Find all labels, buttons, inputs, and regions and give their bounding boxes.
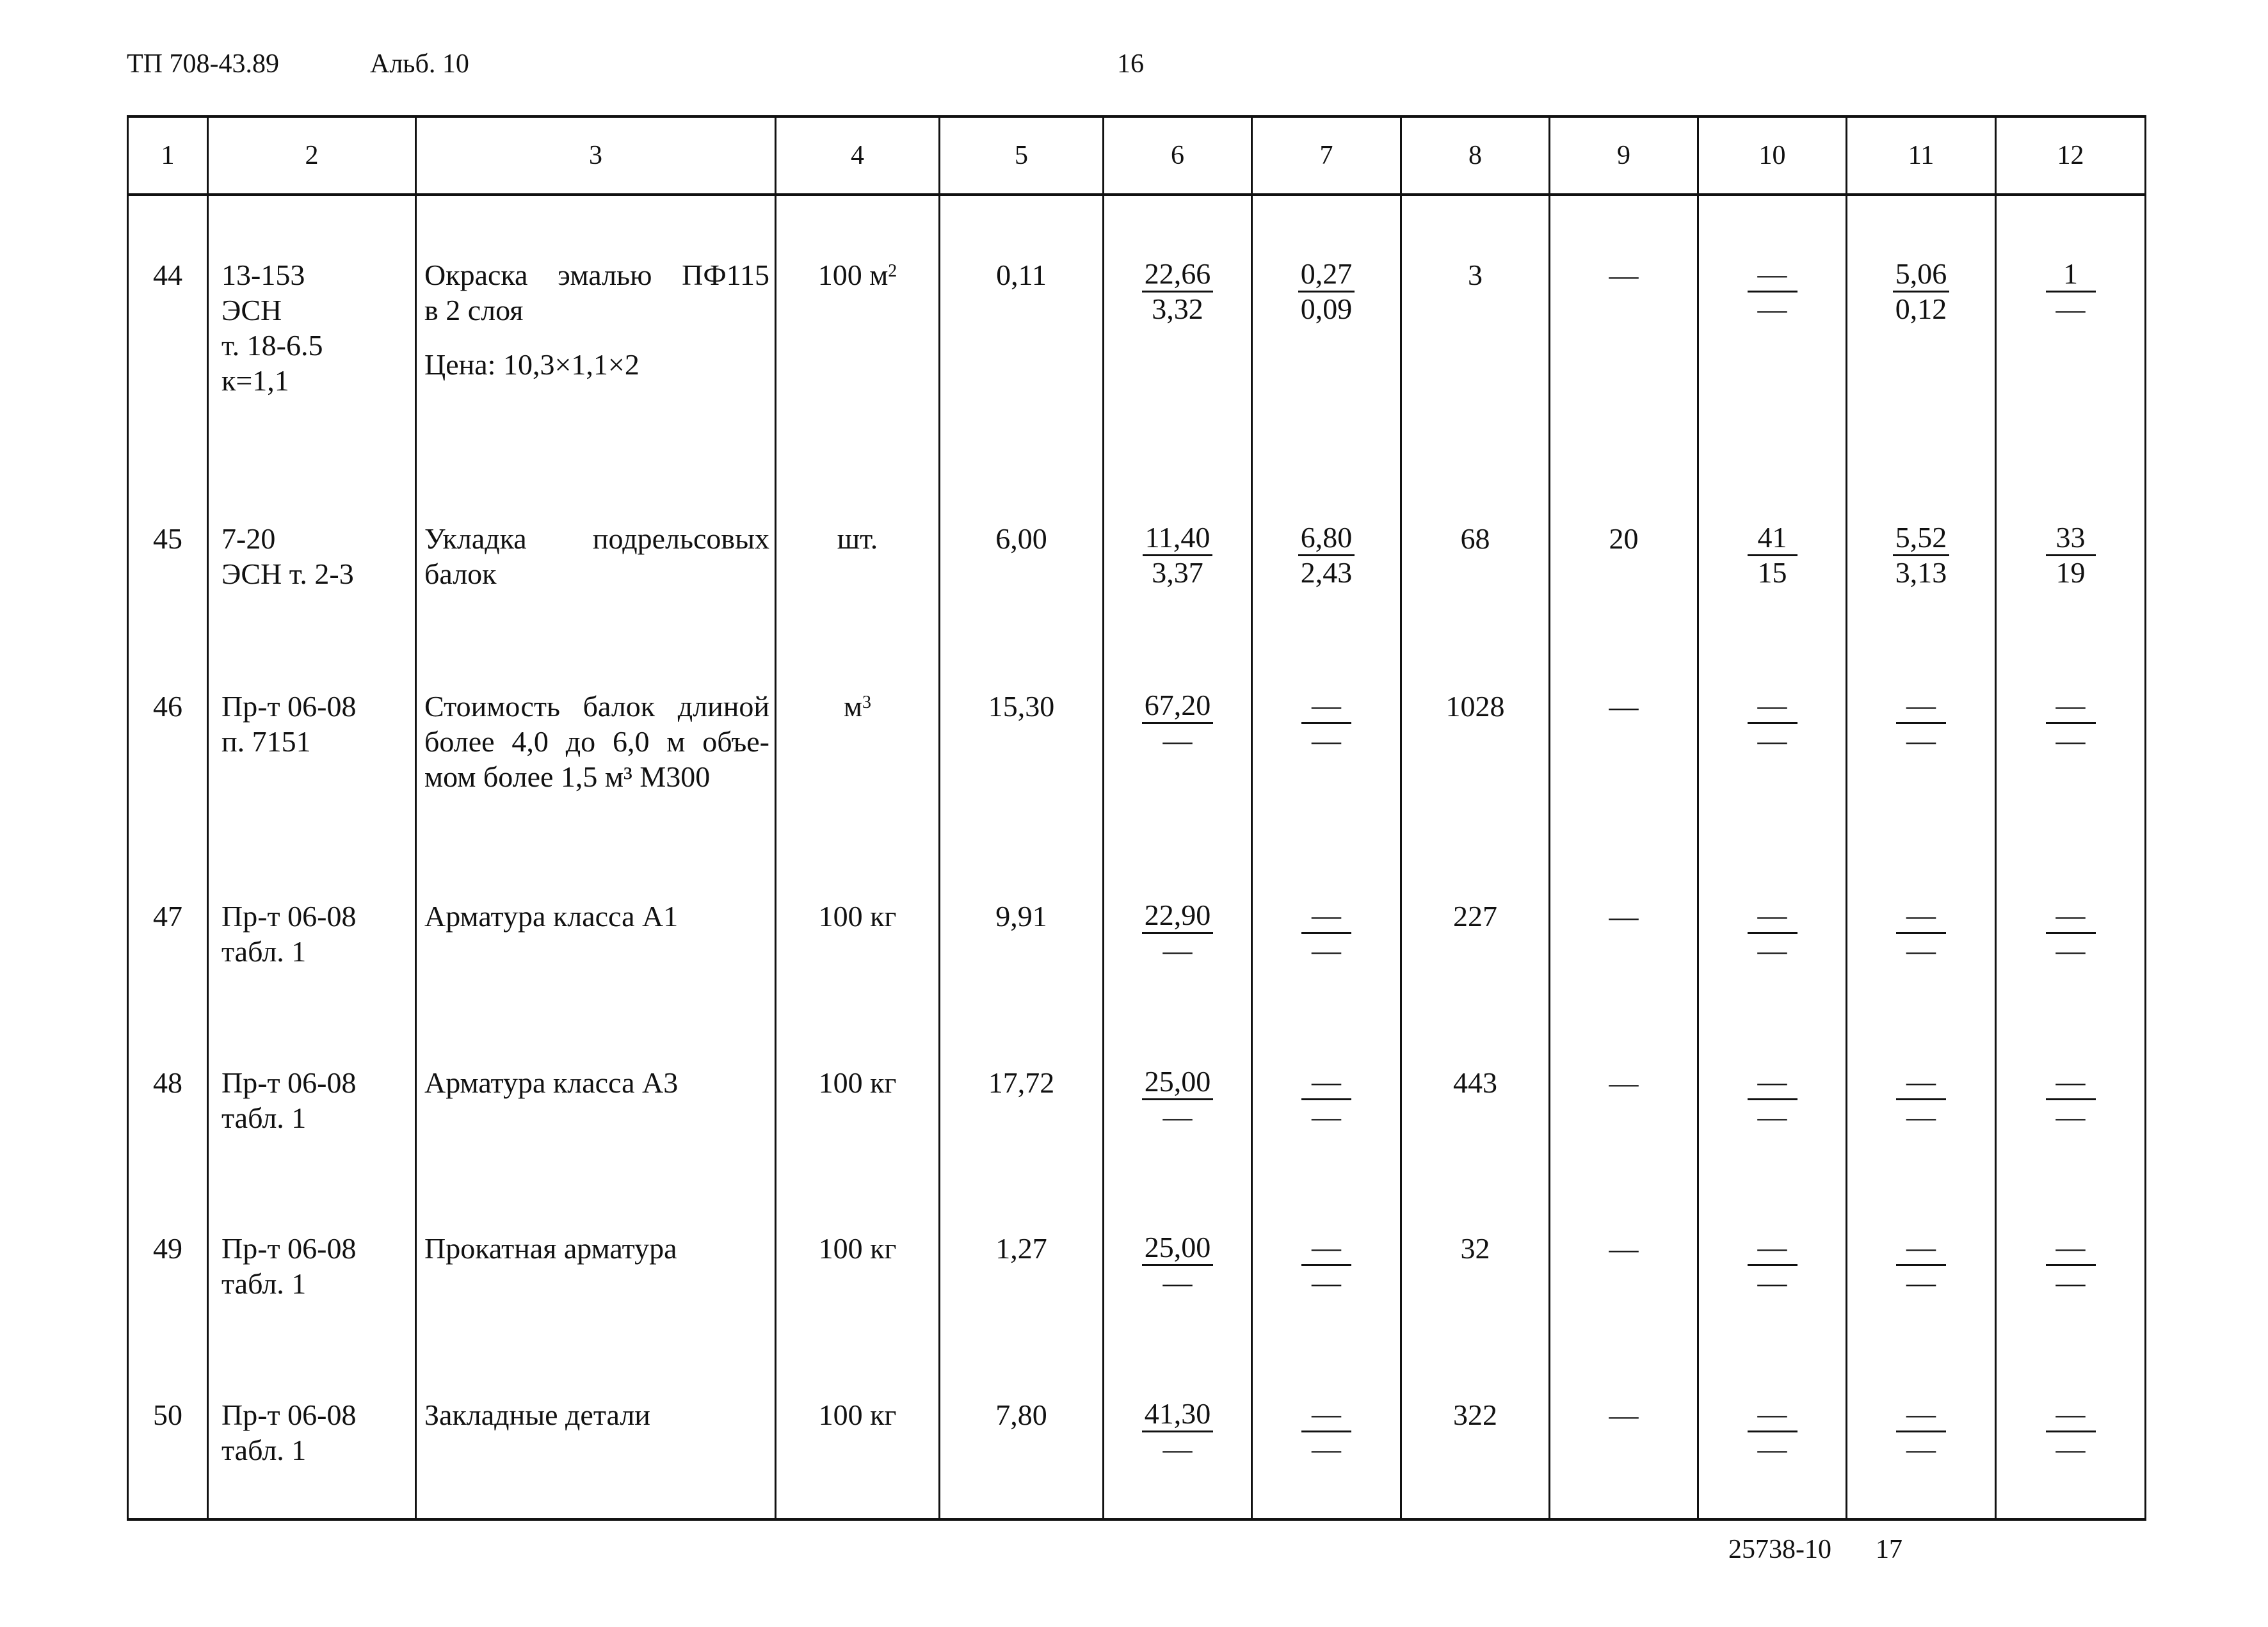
cost-c10-denominator: — [1757, 724, 1787, 757]
total-cost: 322 [1453, 1398, 1497, 1431]
cost-c12-denominator: — [2055, 934, 2086, 967]
footer-sheet-number: 17 [1876, 1535, 1902, 1564]
cost-c10-numerator: — [1748, 1065, 1798, 1100]
work-description-line: Закладные детали [424, 1398, 650, 1431]
cost-c7-numerator: — [1301, 689, 1351, 724]
cost-c11-numerator: — [1896, 1231, 1946, 1266]
document-code: ТП 708-43.89 [127, 49, 279, 79]
norm-code-line: табл. 1 [221, 1267, 307, 1301]
quantity: 9,91 [995, 900, 1047, 933]
cost-c6-numerator: 25,00 [1142, 1231, 1214, 1266]
cost-c6-denominator: 3,32 [1152, 293, 1203, 326]
column-header: 7 [1252, 116, 1401, 195]
norm-code-line: т. 18-6.5 [221, 329, 323, 362]
cost-c6 [1142, 899, 1214, 967]
cost-c11-denominator: — [1906, 1266, 1936, 1299]
cost-c7-denominator: — [1312, 1266, 1341, 1299]
quantity: 6,00 [995, 522, 1047, 556]
work-description-line: в 2 слоя [424, 294, 524, 327]
cost-c10-denominator: — [1757, 934, 1787, 967]
cost-c12-numerator: — [2046, 1397, 2096, 1432]
table-row [128, 195, 2146, 495]
row-number: 48 [153, 1066, 182, 1099]
table-row [128, 1372, 2146, 1518]
norm-code-line: табл. 1 [221, 1101, 307, 1134]
cost-c12 [2046, 1397, 2096, 1466]
cost-c11-numerator: — [1896, 899, 1946, 934]
cost-c11-denominator: 3,13 [1895, 556, 1947, 589]
table-row [128, 1205, 2146, 1371]
column-header: 3 [416, 116, 776, 195]
cost-c12 [2046, 1065, 2096, 1134]
unit-of-measure: 100 кг [818, 1398, 897, 1431]
cost-c6 [1143, 521, 1213, 589]
column-header: 12 [1996, 116, 2146, 195]
work-description-line: Стоимость балок длиной [424, 690, 769, 723]
total-cost: 68 [1460, 522, 1490, 556]
column-number-row [128, 116, 2146, 195]
cost-c9: — [1609, 259, 1639, 292]
cost-c10 [1748, 1065, 1798, 1134]
cost-c7-numerator: 6,80 [1298, 521, 1355, 556]
cost-c7-numerator: 0,27 [1298, 257, 1355, 293]
cost-c12 [2046, 1231, 2096, 1299]
cost-c6-numerator: 22,66 [1142, 257, 1214, 293]
cost-c6-numerator: 22,90 [1142, 899, 1214, 934]
cost-c10 [1748, 899, 1798, 967]
norm-code-line: ЭСН [221, 294, 282, 327]
cost-c6-numerator: 41,30 [1142, 1397, 1214, 1432]
page-number: 16 [1117, 49, 1144, 79]
cost-c7-denominator: 2,43 [1300, 556, 1353, 589]
cost-c7-denominator: — [1312, 934, 1341, 967]
quantity: 0,11 [996, 259, 1047, 292]
table-row [128, 663, 2146, 873]
cost-c11-denominator: — [1906, 934, 1936, 967]
norm-code-line: Пр-т 06-08 [221, 1066, 357, 1099]
cost-c7-denominator: — [1312, 1432, 1341, 1465]
cost-c11-denominator: — [1906, 1432, 1936, 1465]
cost-c10-numerator: — [1748, 257, 1798, 293]
cost-c6-numerator: 25,00 [1142, 1065, 1214, 1100]
norm-code-line: табл. 1 [221, 935, 307, 968]
cost-c11 [1896, 1231, 1946, 1299]
cost-c12 [2046, 899, 2096, 967]
cost-c6-numerator: 67,20 [1142, 689, 1214, 724]
cost-c11-numerator: — [1896, 689, 1946, 724]
cost-c11 [1896, 1397, 1946, 1466]
cost-c11 [1893, 257, 1950, 326]
cost-c6 [1142, 689, 1214, 757]
cost-c9: — [1609, 1398, 1639, 1431]
cost-c7-numerator: — [1301, 1397, 1351, 1432]
cost-c12-denominator: — [2055, 1432, 2086, 1465]
cost-c9: — [1609, 690, 1639, 723]
cost-c6-denominator: — [1162, 934, 1193, 967]
norm-code-line: к=1,1 [221, 364, 289, 397]
cost-c11-denominator: 0,12 [1895, 293, 1947, 326]
cost-c7-numerator: — [1301, 899, 1351, 934]
cost-c9: — [1609, 900, 1639, 933]
estimate-table [127, 115, 2146, 1521]
column-header: 5 [940, 116, 1104, 195]
row-number: 49 [153, 1232, 182, 1265]
quantity: 7,80 [995, 1398, 1047, 1431]
cost-c11-numerator: 5,52 [1893, 521, 1950, 556]
cost-c10-numerator: — [1748, 1397, 1798, 1432]
cost-c6-denominator: — [1162, 724, 1193, 757]
cost-c10 [1748, 689, 1798, 757]
cost-c11 [1896, 689, 1946, 757]
total-cost: 1028 [1445, 690, 1505, 723]
cost-c11 [1893, 521, 1950, 589]
norm-code-line: Пр-т 06-08 [221, 690, 357, 723]
cost-c6-denominator: — [1162, 1266, 1193, 1299]
cost-c12-numerator: — [2046, 1231, 2096, 1266]
unit-of-measure: 100 кг [818, 1066, 897, 1099]
quantity: 15,30 [988, 690, 1055, 723]
quantity: 1,27 [995, 1232, 1047, 1265]
cost-c10-numerator: 41 [1748, 521, 1798, 556]
unit-of-measure: 100 м [817, 259, 889, 292]
cost-c10-denominator: — [1757, 1432, 1787, 1465]
cost-c7 [1301, 1065, 1351, 1134]
cost-c10-numerator: — [1748, 689, 1798, 724]
cost-c7 [1301, 689, 1351, 757]
norm-code-line: п. 7151 [221, 725, 311, 758]
cost-c7 [1301, 1397, 1351, 1466]
cost-c6-numerator: 11,40 [1143, 521, 1213, 556]
norm-code-line: табл. 1 [221, 1433, 307, 1466]
cost-c10-denominator: — [1757, 293, 1787, 326]
cost-c7 [1301, 899, 1351, 967]
cost-c11-numerator: — [1896, 1397, 1946, 1432]
cost-c12-denominator: — [2055, 1266, 2086, 1299]
row-number: 47 [153, 900, 182, 933]
work-description-line: балок [424, 557, 497, 591]
column-header: 6 [1104, 116, 1252, 195]
album-number: Альб. 10 [370, 49, 469, 79]
table-row [128, 873, 2146, 1039]
total-cost: 32 [1460, 1232, 1490, 1265]
table-row [128, 495, 2146, 663]
cost-c10-numerator: — [1748, 1231, 1798, 1266]
cost-c12 [2046, 257, 2096, 326]
cost-c10 [1748, 1397, 1798, 1466]
cost-c12-numerator: — [2046, 1065, 2096, 1100]
norm-code-line: Пр-т 06-08 [221, 900, 357, 933]
cost-c10-numerator: — [1748, 899, 1798, 934]
cost-c11-numerator: — [1896, 1065, 1946, 1100]
price-note: Цена: 10,3×1,1×2 [424, 348, 639, 381]
work-description-line: Прокатная арматура [424, 1232, 677, 1265]
table-empty-area [128, 1518, 2146, 1519]
column-header: 8 [1401, 116, 1550, 195]
footer-document-code: 25738-10 [1728, 1535, 1831, 1564]
cost-c6 [1142, 1397, 1214, 1466]
cost-c12-denominator: 19 [2055, 556, 2086, 589]
cost-c7-denominator: 0,09 [1300, 293, 1353, 326]
unit-of-measure: шт. [837, 522, 878, 556]
column-header: 4 [776, 116, 940, 195]
cost-c12-numerator: 33 [2046, 521, 2096, 556]
unit-exponent: 3 [862, 693, 872, 713]
norm-code-line: Пр-т 06-08 [221, 1232, 357, 1265]
cost-c11 [1896, 1065, 1946, 1134]
cost-c12-denominator: — [2055, 1100, 2086, 1133]
work-description-line: Окраска эмалью ПФ115 [424, 259, 769, 292]
cost-c10 [1748, 257, 1798, 326]
work-description-line: Укладка подрельсовых [424, 522, 769, 556]
cost-c6 [1142, 257, 1214, 326]
cost-c12-numerator: 1 [2046, 257, 2096, 293]
cost-c6 [1142, 1231, 1214, 1299]
cost-c9: 20 [1609, 522, 1639, 556]
cost-c10 [1748, 1231, 1798, 1299]
row-number: 44 [153, 259, 182, 292]
column-header: 2 [208, 116, 416, 195]
row-number: 45 [153, 522, 182, 556]
cost-c12-numerator: — [2046, 899, 2096, 934]
norm-code-line: Пр-т 06-08 [221, 1398, 357, 1431]
cost-c12 [2046, 521, 2096, 589]
norm-code-line: 7-20 [221, 522, 276, 556]
total-cost: 3 [1468, 259, 1483, 292]
column-header: 9 [1550, 116, 1698, 195]
cost-c6-denominator: — [1162, 1100, 1193, 1133]
cost-c7 [1301, 1231, 1351, 1299]
cost-c12 [2046, 689, 2096, 757]
column-header: 10 [1698, 116, 1847, 195]
unit-of-measure: м [843, 690, 863, 723]
unit-exponent: 2 [888, 261, 897, 282]
quantity: 17,72 [988, 1066, 1055, 1099]
norm-code-line: 13-153 [221, 259, 305, 292]
cost-c10-denominator: 15 [1757, 556, 1787, 589]
work-description-line: более 4,0 до 6,0 м объе- [424, 725, 769, 758]
work-description-line: Арматура класса А3 [424, 1066, 679, 1099]
cost-c11-denominator: — [1906, 1100, 1936, 1133]
norm-code-line: ЭСН т. 2-3 [221, 557, 354, 591]
row-number: 46 [153, 690, 182, 723]
cost-c6-denominator: 3,37 [1152, 556, 1203, 589]
work-description-line: мом более 1,5 м³ М300 [424, 760, 711, 794]
cost-c12-numerator: — [2046, 689, 2096, 724]
unit-of-measure: 100 кг [818, 1232, 897, 1265]
cost-c12-denominator: — [2055, 724, 2086, 757]
work-description-line: Арматура класса А1 [424, 900, 679, 933]
total-cost: 227 [1453, 900, 1497, 933]
cost-c9: — [1609, 1066, 1639, 1099]
cost-c6-denominator: — [1162, 1432, 1193, 1465]
cost-c11-denominator: — [1906, 724, 1936, 757]
cost-c10-denominator: — [1757, 1100, 1787, 1133]
table-row [128, 1039, 2146, 1205]
cost-c9: — [1609, 1232, 1639, 1265]
cost-c10-denominator: — [1757, 1266, 1787, 1299]
cost-c7-denominator: — [1312, 724, 1341, 757]
cost-c7-numerator: — [1301, 1065, 1351, 1100]
total-cost: 443 [1453, 1066, 1497, 1099]
cost-c7 [1298, 521, 1355, 589]
cost-c11-numerator: 5,06 [1893, 257, 1950, 293]
column-header: 1 [128, 116, 208, 195]
cost-c7 [1298, 257, 1355, 326]
cost-c12-denominator: — [2055, 293, 2086, 326]
cost-c6 [1142, 1065, 1214, 1134]
cost-c7-numerator: — [1301, 1231, 1351, 1266]
cost-c11 [1896, 899, 1946, 967]
unit-of-measure: 100 кг [818, 900, 897, 933]
cost-c10 [1748, 521, 1798, 589]
column-header: 11 [1847, 116, 1996, 195]
row-number: 50 [153, 1398, 182, 1431]
cost-c7-denominator: — [1312, 1100, 1341, 1133]
